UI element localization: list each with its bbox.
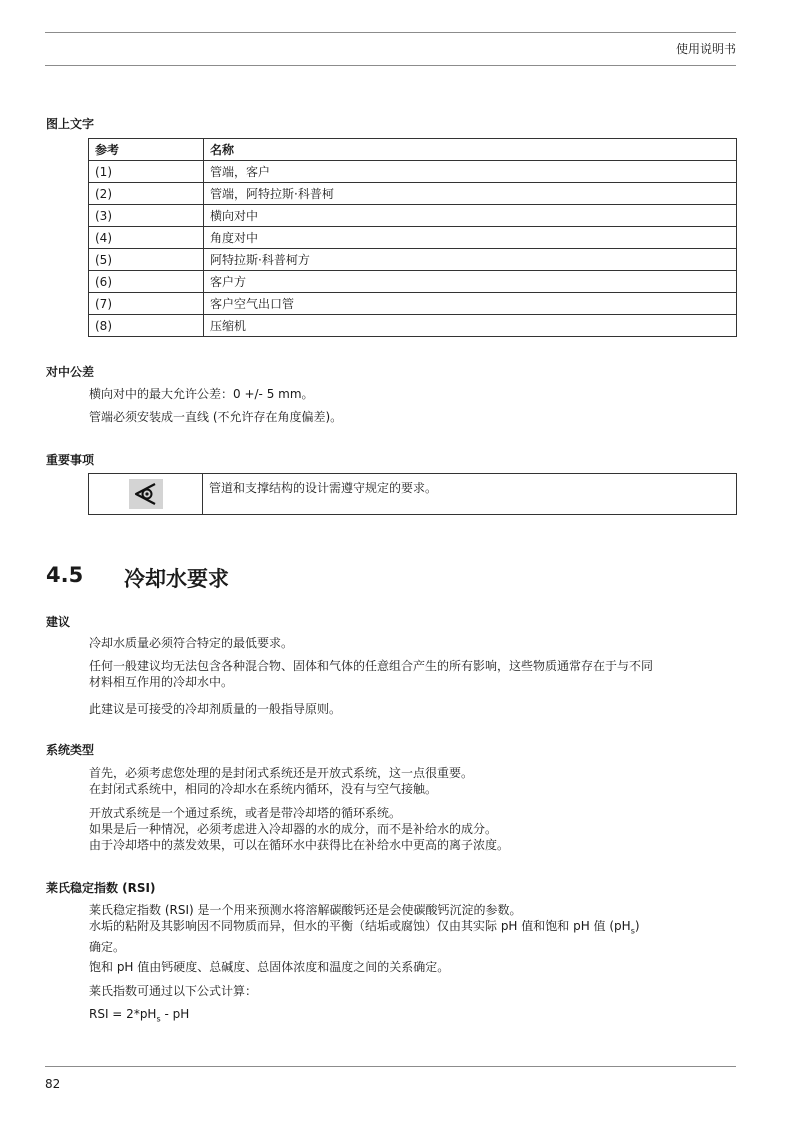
table-row — [89, 315, 737, 337]
rsi-formula-subscript: s — [156, 1014, 161, 1024]
recommendation-heading: 建议 — [46, 615, 71, 629]
rsi-p1-line-2-text: 水垢的粘附及其影响因不同物质而异，但水的平衡（结垢或腐蚀）仅由其实际 pH 值和饱和 pH 值 (pH — [89, 919, 631, 933]
name-cell: 角度对中 — [204, 227, 737, 249]
eye-warning-icon — [129, 479, 163, 509]
legend-table — [88, 138, 737, 337]
name-cell: 阿特拉斯·科普柯方 — [204, 249, 737, 271]
section-title: 冷却水要求 — [124, 567, 229, 591]
ref-cell: (8) — [89, 315, 204, 337]
system-type-paragraph-2 — [89, 805, 734, 853]
important-text: 管道和支撑结构的设计需遵守规定的要求。 — [209, 481, 438, 495]
tolerance-line-angular: 管端必须安装成一直线 (不允许存在角度偏差)。 — [89, 410, 343, 424]
rsi-paragraph-2: 饱和 pH 值由钙硬度、总碱度、总固体浓度和温度之间的关系确定。 — [89, 960, 450, 974]
table-row — [89, 183, 737, 205]
rsi-formula-main: RSI = 2*pH — [89, 1007, 157, 1021]
column-header-name: 名称 — [204, 139, 737, 161]
recommendation-paragraph-1: 冷却水质量必须符合特定的最低要求。 — [89, 636, 294, 650]
name-cell: 管端，阿特拉斯·科普柯 — [204, 183, 737, 205]
rsi-p1-line-2-subscript: s — [630, 926, 635, 936]
ref-cell: (3) — [89, 205, 204, 227]
table-row — [89, 271, 737, 293]
table-row — [89, 205, 737, 227]
table-row — [89, 227, 737, 249]
header-rule-top — [45, 32, 736, 33]
table-row — [89, 293, 737, 315]
footer-rule — [45, 1066, 736, 1067]
system-type-p1-line-2: 在封闭式系统中，相同的冷却水在系统内循环，没有与空气接触。 — [89, 782, 438, 796]
column-header-ref: 参考 — [89, 139, 204, 161]
ref-cell: (4) — [89, 227, 204, 249]
rsi-heading: 莱氏稳定指数 (RSI) — [46, 881, 156, 895]
section-number: 4.5 — [46, 563, 84, 587]
legend-heading: 图上文字 — [46, 117, 95, 131]
ref-cell: (5) — [89, 249, 204, 271]
tolerance-line-lateral: 横向对中的最大允许公差：0 +/- 5 mm。 — [89, 387, 314, 401]
rsi-p1-line-2 — [89, 918, 734, 939]
rsi-p1-line-1: 莱氏稳定指数 (RSI) 是一个用来预测水将溶解碳酸钙还是会使碳酸钙沉淀的参数。 — [89, 903, 522, 917]
recommendation-p2-line-2: 材料相互作用的冷却水中。 — [89, 675, 234, 689]
tolerance-text — [89, 386, 734, 425]
system-type-p2-line-2: 如果是后一种情况，必须考虑进入冷却器的水的成分，而不是补给水的成分。 — [89, 822, 498, 836]
ref-cell: (7) — [89, 293, 204, 315]
name-cell: 横向对中 — [204, 205, 737, 227]
header-title: 使用说明书 — [675, 42, 736, 56]
rsi-formula — [89, 1006, 734, 1027]
recommendation-paragraph-2 — [89, 658, 734, 690]
tolerance-heading: 对中公差 — [46, 365, 95, 379]
important-icon-cell — [89, 474, 203, 514]
recommendation-paragraph-3: 此建议是可接受的冷却剂质量的一般指导原则。 — [89, 702, 342, 716]
system-type-p2-line-3: 由于冷却塔中的蒸发效果，可以在循环水中获得比在补给水中更高的离子浓度。 — [89, 838, 510, 852]
name-cell: 客户方 — [204, 271, 737, 293]
page-number: 82 — [45, 1077, 61, 1091]
rsi-paragraph-1 — [89, 902, 734, 955]
important-notice-box — [88, 473, 737, 515]
rsi-paragraph-3: 莱氏指数可通过以下公式计算： — [89, 984, 258, 998]
important-heading: 重要事项 — [46, 453, 95, 467]
name-cell: 压缩机 — [204, 315, 737, 337]
ref-cell: (1) — [89, 161, 204, 183]
rsi-p1-line-2-close: ) — [634, 919, 640, 933]
system-type-heading: 系统类型 — [46, 743, 95, 757]
ref-cell: (6) — [89, 271, 204, 293]
recommendation-p2-line-1: 任何一般建议均无法包含各种混合物、固体和气体的任意组合产生的所有影响，这些物质通常存在于与不同 — [89, 659, 654, 673]
system-type-p1-line-1: 首先，必须考虑您处理的是封闭式系统还是开放式系统，这一点很重要。 — [89, 766, 474, 780]
header-rule-bottom — [45, 65, 736, 66]
system-type-p2-line-1: 开放式系统是一个通过系统，或者是带冷却塔的循环系统。 — [89, 806, 402, 820]
rsi-p1-line-3: 确定。 — [89, 940, 126, 955]
name-cell: 管端，客户 — [204, 161, 737, 183]
ref-cell: (2) — [89, 183, 204, 205]
name-cell: 客户空气出口管 — [204, 293, 737, 315]
system-type-paragraph-1 — [89, 765, 734, 797]
table-row — [89, 161, 737, 183]
table-row — [89, 249, 737, 271]
table-header-row — [89, 139, 737, 161]
rsi-formula-tail: - pH — [160, 1007, 190, 1021]
